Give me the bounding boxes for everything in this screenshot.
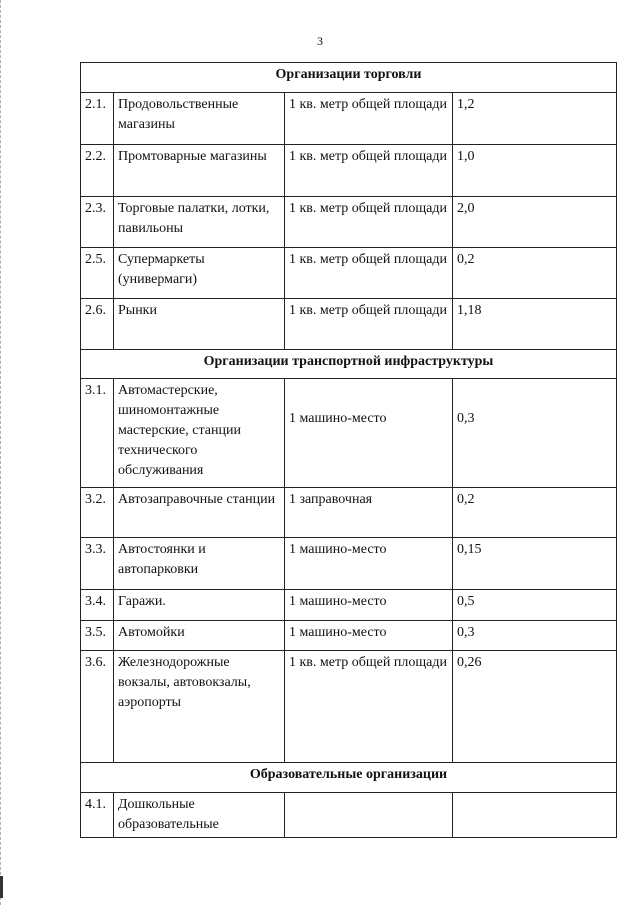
row-name: Продовольственные магазины bbox=[114, 93, 285, 145]
table-row bbox=[81, 538, 617, 590]
row-name: Торговые палатки, лотки, павильоны bbox=[114, 197, 285, 248]
page-left-edge bbox=[0, 0, 3, 905]
row-number: 2.3. bbox=[81, 197, 114, 248]
row-number: 3.1. bbox=[81, 379, 114, 488]
row-value: 0,2 bbox=[453, 488, 617, 538]
row-number: 3.4. bbox=[81, 590, 114, 621]
row-value: 0,26 bbox=[453, 651, 617, 763]
row-name: Автостоянки и автопарковки bbox=[114, 538, 285, 590]
section-title-transport: Организации транспортной инфраструктуры bbox=[81, 350, 617, 379]
row-name: Автозаправочные станции bbox=[114, 488, 285, 538]
row-number: 3.5. bbox=[81, 621, 114, 651]
row-value: 0,3 bbox=[453, 621, 617, 651]
section-header-row bbox=[81, 350, 617, 379]
table-row bbox=[81, 379, 617, 488]
row-number: 3.3. bbox=[81, 538, 114, 590]
row-value bbox=[453, 793, 617, 838]
table-row bbox=[81, 488, 617, 538]
row-value: 1,2 bbox=[453, 93, 617, 145]
row-unit: 1 машино-место bbox=[285, 621, 453, 651]
row-unit: 1 кв. метр общей площади bbox=[285, 197, 453, 248]
row-unit: 1 кв. метр общей площади bbox=[285, 248, 453, 299]
row-unit: 1 кв. метр общей площади bbox=[285, 145, 453, 197]
table-row bbox=[81, 621, 617, 651]
row-number: 2.1. bbox=[81, 93, 114, 145]
row-value: 0,3 bbox=[453, 379, 617, 488]
page-number: 3 bbox=[317, 34, 323, 48]
row-unit bbox=[285, 793, 453, 838]
row-value: 0,5 bbox=[453, 590, 617, 621]
row-value: 0,15 bbox=[453, 538, 617, 590]
row-number: 4.1. bbox=[81, 793, 114, 838]
row-name: Промтоварные магазины bbox=[114, 145, 285, 197]
row-name: Железнодорожные вокзалы, автовокзалы, аэропорты bbox=[114, 651, 285, 763]
section-header-row bbox=[81, 763, 617, 793]
row-name: Гаражи. bbox=[114, 590, 285, 621]
row-number: 2.5. bbox=[81, 248, 114, 299]
section-title-education: Образовательные организации bbox=[81, 763, 617, 793]
row-value: 2,0 bbox=[453, 197, 617, 248]
table-row bbox=[81, 248, 617, 299]
row-unit: 1 машино-место bbox=[285, 379, 453, 488]
table-row bbox=[81, 145, 617, 197]
row-name: Автомойки bbox=[114, 621, 285, 651]
row-name: Супермаркеты (универмаги) bbox=[114, 248, 285, 299]
row-number: 3.6. bbox=[81, 651, 114, 763]
table-row bbox=[81, 793, 617, 838]
row-number: 3.2. bbox=[81, 488, 114, 538]
table-row bbox=[81, 651, 617, 763]
norms-table bbox=[80, 62, 617, 838]
row-value: 1,0 bbox=[453, 145, 617, 197]
table-row bbox=[81, 197, 617, 248]
table-row bbox=[81, 93, 617, 145]
row-name: Дошкольные образовательные bbox=[114, 793, 285, 838]
table-row bbox=[81, 590, 617, 621]
section-title-trade: Организации торговли bbox=[81, 63, 617, 93]
row-value: 0,2 bbox=[453, 248, 617, 299]
row-unit: 1 машино-место bbox=[285, 538, 453, 590]
row-unit: 1 кв. метр общей площади bbox=[285, 299, 453, 350]
row-number: 2.2. bbox=[81, 145, 114, 197]
row-unit: 1 кв. метр общей площади bbox=[285, 651, 453, 763]
scan-margin-mark bbox=[0, 876, 3, 898]
row-number: 2.6. bbox=[81, 299, 114, 350]
row-unit: 1 заправочная bbox=[285, 488, 453, 538]
row-unit: 1 машино-место bbox=[285, 590, 453, 621]
row-unit: 1 кв. метр общей площади bbox=[285, 93, 453, 145]
section-header-row bbox=[81, 63, 617, 93]
row-name: Рынки bbox=[114, 299, 285, 350]
table-row bbox=[81, 299, 617, 350]
row-value: 1,18 bbox=[453, 299, 617, 350]
row-name: Автомастерские, шиномонтажные мастерские, станции технического обслуживания bbox=[114, 379, 285, 488]
